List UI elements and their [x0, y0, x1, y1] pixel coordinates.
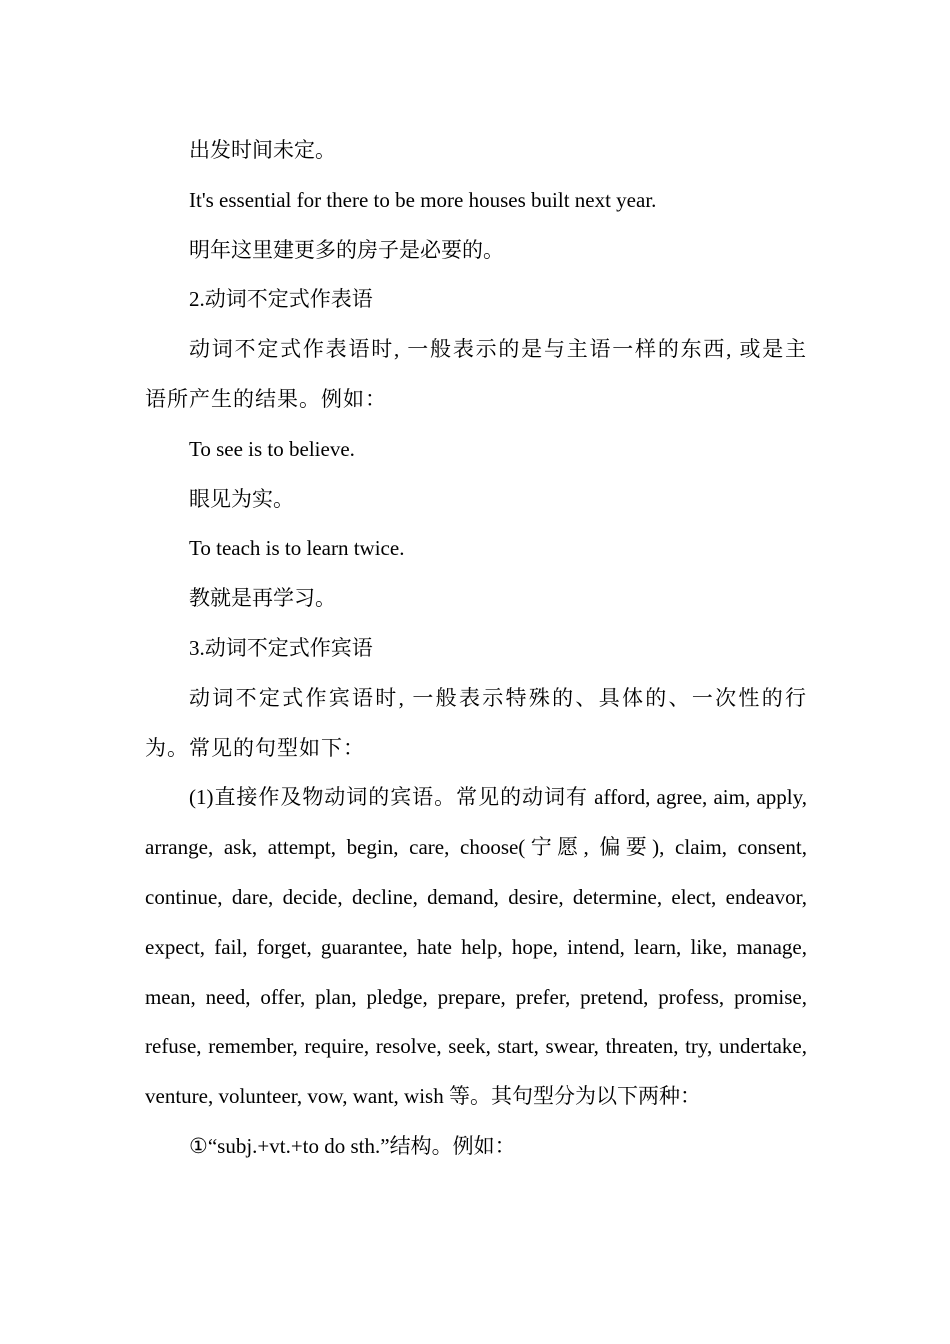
paragraph-translation-see-believe: 眼见为实。	[189, 486, 294, 511]
paragraph-predicative-explanation: 动词不定式作表语时, 一般表示的是与主语一样的东西, 或是主语所产生的结果。例如：	[145, 337, 807, 411]
paragraph-verb-list: (1)直接作及物动词的宾语。常见的动词有 afford, agree, aim, apply, arrange, ask, attempt, begin, care, choose(宁愿, 偏要), claim, consent, continue, dare, decide, decline, demand, desire, determine, elect, endeavor, expect, fail, forget, guarantee, hate help, hope, intend, learn, like, manage, mean, need, offer, plan, pledge, prepare, prefer, pretend, profess, promise, refuse, remember, require, resolve, seek, start, swear, threaten, try, undertake, venture, volunteer, vow, want, wish 等。其句型分为以下两种：	[145, 785, 807, 1109]
paragraph-departure-time: 出发时间未定。	[189, 138, 336, 162]
document-body	[145, 126, 807, 1172]
paragraph-structure-example: ①“subj.+vt.+to do sth.”结构。例如：	[189, 1133, 516, 1158]
paragraph-example-essential: It's essential for there to be more houses built next year.	[189, 187, 657, 212]
paragraph-example-see-believe: To see is to believe.	[189, 436, 355, 461]
paragraph-object-explanation: 动词不定式作宾语时, 一般表示特殊的、具体的、一次性的行为。常见的句型如下：	[145, 685, 807, 760]
section-heading-object: 3.动词不定式作宾语	[189, 635, 373, 660]
paragraph-example-teach-learn: To teach is to learn twice.	[189, 536, 405, 561]
section-heading-predicative: 2.动词不定式作表语	[189, 287, 373, 312]
paragraph-translation-houses: 明年这里建更多的房子是必要的。	[189, 237, 504, 262]
paragraph-translation-teach-learn: 教就是再学习。	[189, 586, 336, 611]
